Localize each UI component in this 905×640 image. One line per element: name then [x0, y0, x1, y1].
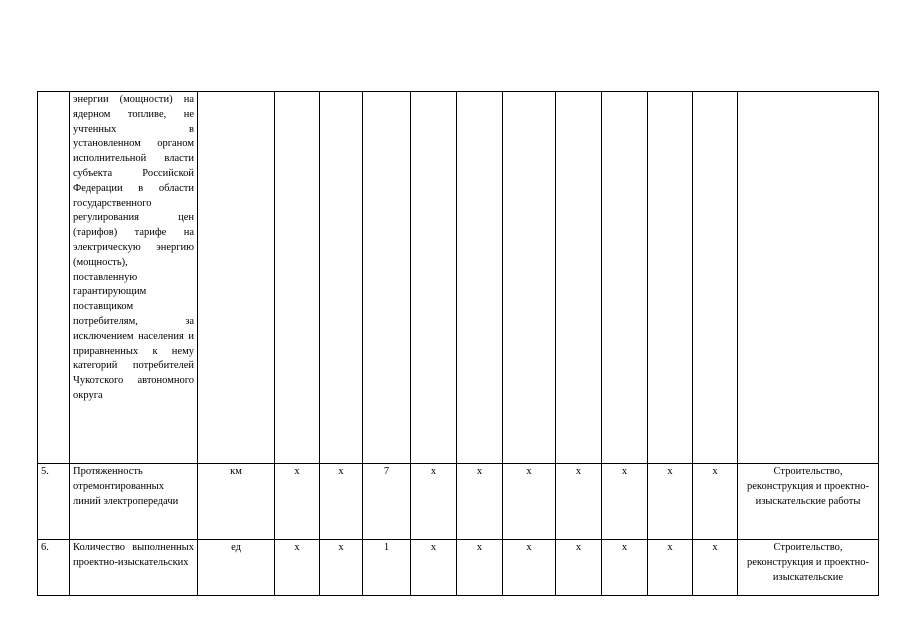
- value-cell: х: [556, 540, 602, 596]
- value-cell: х: [320, 464, 363, 540]
- unit-cell: км: [198, 464, 275, 540]
- table-row: [38, 540, 879, 596]
- value-cell: х: [503, 540, 556, 596]
- value-cell: х: [556, 464, 602, 540]
- value-cell: [602, 92, 648, 464]
- value-cell: х: [411, 540, 457, 596]
- value-cell: 1: [363, 540, 411, 596]
- note-cell: Строительство, реконструкция и проектно-изыскательские работы: [738, 464, 879, 540]
- unit-cell: [198, 92, 275, 464]
- value-cell: [320, 92, 363, 464]
- value-cell: х: [602, 464, 648, 540]
- value-cell: х: [457, 464, 503, 540]
- value-cell: х: [320, 540, 363, 596]
- value-cell: [556, 92, 602, 464]
- value-cell: х: [275, 464, 320, 540]
- value-cell: [503, 92, 556, 464]
- value-cell: [411, 92, 457, 464]
- note-cell: Строительство, реконструкция и проектно-изыскательские: [738, 540, 879, 596]
- value-cell: х: [457, 540, 503, 596]
- indicator-name: Протяженность отремонтированных линий электропередачи: [70, 464, 198, 540]
- indicator-name: Количество выполненных проектно-изыскательских: [70, 540, 198, 596]
- value-cell: [457, 92, 503, 464]
- indicator-name: энергии (мощности) на ядерном топливе, не учтенных в установленном органом исполнительной власти субъекта Российской Федерации в области государственного регулирования цен (тарифов) тарифе на электрическую энергию (мощность), поставленную гарантирующим поставщиком потребителям, за исключением населения и приравненных к нему категорий потребителей Чукотского автономного округа: [70, 92, 198, 464]
- value-cell: х: [411, 464, 457, 540]
- table-row: [38, 92, 879, 464]
- row-number: [38, 92, 70, 464]
- table-row: [38, 464, 879, 540]
- value-cell: х: [275, 540, 320, 596]
- value-cell: х: [602, 540, 648, 596]
- value-cell: [693, 92, 738, 464]
- row-number: 6.: [38, 540, 70, 596]
- value-cell: [648, 92, 693, 464]
- value-cell: 7: [363, 464, 411, 540]
- value-cell: [275, 92, 320, 464]
- value-cell: х: [693, 464, 738, 540]
- value-cell: х: [648, 540, 693, 596]
- note-cell: [738, 92, 879, 464]
- data-table: [37, 91, 879, 596]
- row-number: 5.: [38, 464, 70, 540]
- value-cell: [363, 92, 411, 464]
- value-cell: х: [693, 540, 738, 596]
- unit-cell: ед: [198, 540, 275, 596]
- value-cell: х: [648, 464, 693, 540]
- value-cell: х: [503, 464, 556, 540]
